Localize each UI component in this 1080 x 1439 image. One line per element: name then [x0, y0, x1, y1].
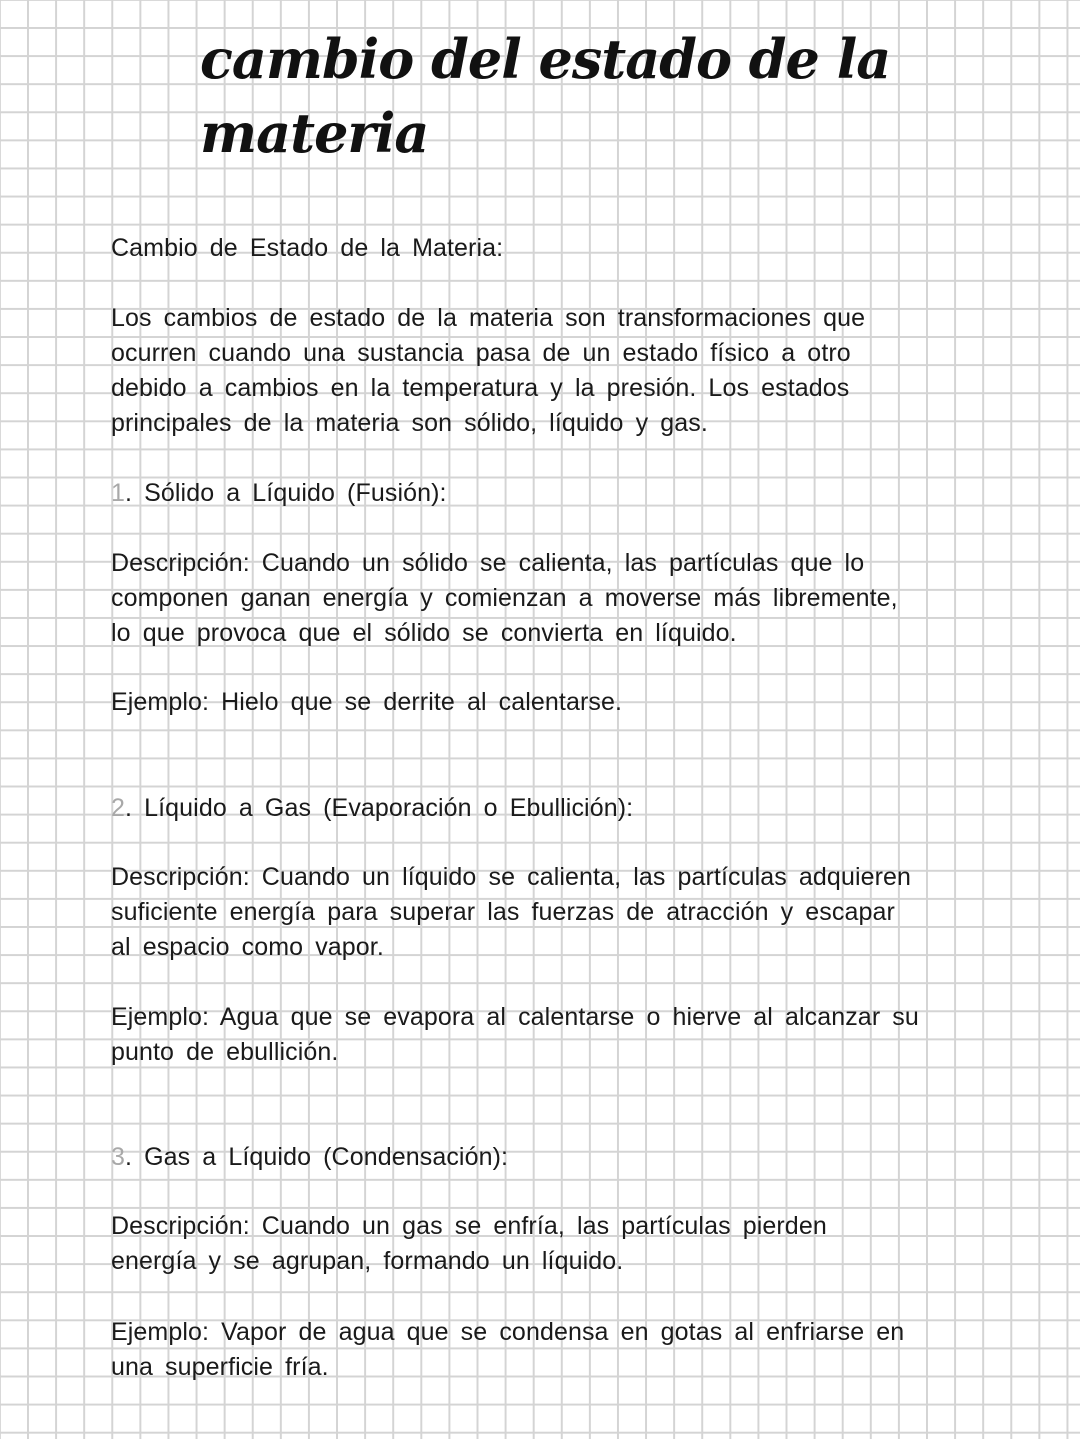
example-line: Ejemplo: Vapor de agua que se condensa en gotas al enfriarse en	[111, 1318, 905, 1346]
description-line: lo que provoca que el sólido se convierta en líquido.	[111, 619, 737, 647]
intro-line: principales de la materia son sólido, líquido y gas.	[111, 409, 708, 437]
example-line: Ejemplo: Agua que se evapora al calentarse o hierve al alcanzar su	[111, 1003, 919, 1031]
intro-line: Los cambios de estado de la materia son transformaciones que	[111, 304, 866, 332]
example-line: Ejemplo: Hielo que se derrite al calentarse.	[111, 688, 623, 716]
description-line: Descripción: Cuando un gas se enfría, las partículas pierden	[111, 1212, 827, 1240]
list-number: 2	[111, 794, 126, 822]
list-number: 1	[111, 479, 126, 507]
intro-line: debido a cambios en la temperatura y la presión. Los estados	[111, 374, 850, 402]
section-1-title	[111, 478, 447, 508]
example-line: punto de ebullición.	[111, 1038, 339, 1066]
page-title	[200, 22, 900, 170]
list-number: 3	[111, 1143, 126, 1171]
section-title-text: . Líquido a Gas (Evaporación o Ebullición):	[125, 794, 634, 822]
example-line: una superficie fría.	[111, 1353, 329, 1381]
section-title-text: . Sólido a Líquido (Fusión):	[125, 479, 447, 507]
section-2-title	[111, 793, 633, 823]
description-line: energía y se agrupan, formando un líquido.	[111, 1247, 624, 1275]
page-title-line-1: cambio del estado de la	[200, 27, 891, 91]
description-line: al espacio como vapor.	[111, 933, 384, 961]
description-line: Descripción: Cuando un sólido se calienta, las partículas que lo	[111, 549, 865, 577]
intro-line: ocurren cuando una sustancia pasa de un estado físico a otro	[111, 339, 851, 367]
description-line: Descripción: Cuando un líquido se calienta, las partículas adquieren	[111, 863, 912, 891]
section-title-text: . Gas a Líquido (Condensación):	[125, 1143, 509, 1171]
description-line: componen ganan energía y comienzan a moverse más libremente,	[111, 584, 898, 612]
section-3-title	[111, 1142, 508, 1172]
section-heading: Cambio de Estado de la Materia:	[111, 234, 504, 262]
description-line: suficiente energía para superar las fuerzas de atracción y escapar	[111, 898, 895, 926]
page-title-line-2: materia	[200, 101, 429, 165]
